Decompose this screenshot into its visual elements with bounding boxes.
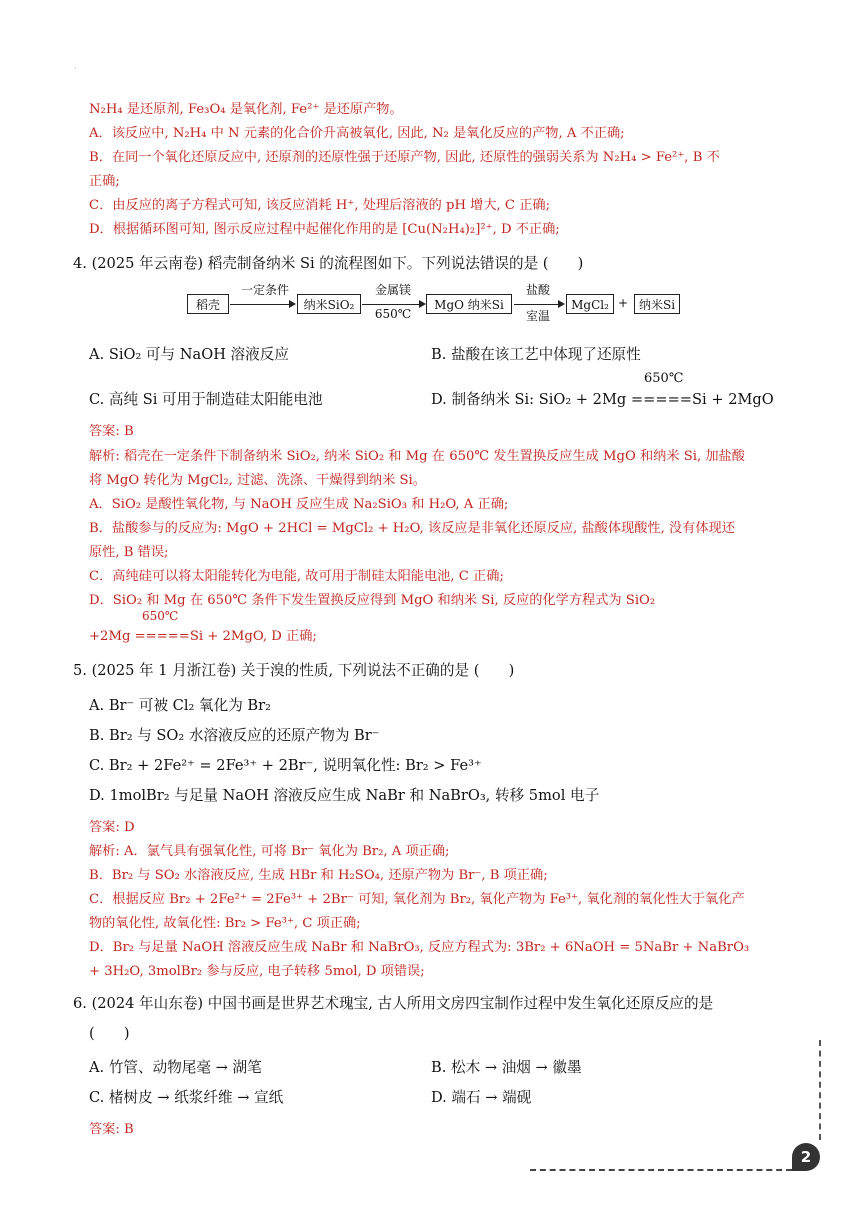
q6-stem-cont: ( ) <box>89 1025 130 1042</box>
q5-analysis-a: 解析: A．氯气具有强氧化性, 可将 Br⁻ 氧化为 Br₂, A 项正确; <box>89 844 450 859</box>
flow-box-nano-si: 纳米Si <box>634 294 680 314</box>
q4-analysis-d: D．SiO₂ 和 Mg 在 650℃ 条件下发生置换反应得到 MgO 和纳米 Si, 反应的化学方程式为 SiO₂ <box>89 593 656 608</box>
q5-option-a: A. Br⁻ 可被 Cl₂ 氧化为 Br₂ <box>89 697 271 714</box>
q4-option-c: C. 高纯 Si 可用于制造硅太阳能电池 <box>89 391 323 408</box>
q5-option-b: B. Br₂ 与 SO₂ 水溶液反应的还原产物为 Br⁻ <box>89 727 380 744</box>
flow-plus: + <box>617 296 629 310</box>
q6-option-a: A. 竹管、动物尾毫 → 湖笔 <box>89 1059 262 1076</box>
q4-analysis-1: 解析: 稻壳在一定条件下制备纳米 SiO₂, 纳米 SiO₂ 和 Mg 在 650℃ 发生置换反应生成 MgO 和纳米 Si, 加盐酸 <box>89 449 745 464</box>
q4-analysis-c: C．高纯硅可以将太阳能转化为电能, 故可用于制硅太阳能电池, C 正确; <box>89 569 504 584</box>
q4-option-a: A. SiO₂ 可与 NaOH 溶液反应 <box>89 346 289 363</box>
q6-option-d: D. 端石 → 端砚 <box>431 1089 532 1106</box>
q5-option-c: C. Br₂ + 2Fe²⁺ = 2Fe³⁺ + 2Br⁻, 说明氧化性: Br₂ > Fe³⁺ <box>89 757 482 774</box>
q4-analysis-b-cont: 原性, B 错误; <box>89 545 169 560</box>
flow-arrow2-top: 金属镁 <box>374 283 411 297</box>
footer-dashed-vertical <box>819 1040 821 1140</box>
q5-stem: 5. (2025 年 1 月浙江卷) 关于溴的性质, 下列说法不正确的是 ( ) <box>73 662 515 679</box>
q5-analysis-b: B．Br₂ 与 SO₂ 水溶液反应, 生成 HBr 和 H₂SO₄, 还原产物为 Br⁻, B 项正确; <box>89 868 548 883</box>
q4-option-d: D. 制备纳米 Si: SiO₂ + 2Mg =====Si + 2MgO <box>431 391 774 408</box>
flow-box-mgo-si: MgO 纳米Si <box>426 294 512 314</box>
q4-stem: 4. (2025 年云南卷) 稻壳制备纳米 Si 的流程图如下。下列说法错误的是 ( ) <box>73 255 584 272</box>
q5-answer: 答案: D <box>89 820 135 835</box>
flow-arrow2-line <box>362 304 420 305</box>
flow-box-mgcl2: MgCl₂ <box>566 294 614 314</box>
corner-mark: · <box>74 64 77 73</box>
page-number: 2 <box>792 1143 820 1171</box>
flow-box-nano-sio2: 纳米SiO₂ <box>297 294 361 314</box>
q5-option-d: D. 1molBr₂ 与足量 NaOH 溶液反应生成 NaBr 和 NaBrO₃, 转移 5mol 电子 <box>89 787 600 804</box>
q6-stem: 6. (2024 年山东卷) 中国书画是世界艺术瑰宝, 古人所用文房四宝制作过程中发生氧化还原反应的是 <box>73 995 714 1012</box>
q3-analysis-a: A．该反应中, N₂H₄ 中 N 元素的化合价升高被氧化, 因此, N₂ 是氧化反应的产物, A 不正确; <box>89 126 625 141</box>
q3-analysis-d: D．根据循环图可知, 图示反应过程中起催化作用的是 [Cu(N₂H₄)₂]²⁺, D 不正确; <box>89 222 560 237</box>
q5-analysis-d: D．Br₂ 与足量 NaOH 溶液反应生成 NaBr 和 NaBrO₃, 反应方程式为: 3Br₂ + 6NaOH = 5NaBr + NaBrO₃ <box>89 940 750 955</box>
footer-dashed-rule <box>530 1169 792 1171</box>
q4-option-d-condition: 650℃ <box>644 371 684 386</box>
q4-analysis-b: B．盐酸参与的反应为: MgO + 2HCl = MgCl₂ + H₂O, 该反应是非氧化还原反应, 盐酸体现酸性, 没有体现还 <box>89 521 735 536</box>
q4-analysis-2: 将 MgO 转化为 MgCl₂, 过滤、洗涤、干燥得到纳米 Si。 <box>89 473 426 488</box>
flow-arrow3-line <box>514 304 559 305</box>
q3-analysis-c: C．由反应的离子方程式可知, 该反应消耗 H⁺, 处理后溶液的 pH 增大, C 正确; <box>89 198 551 213</box>
q3-analysis-b-cont: 正确; <box>89 174 120 189</box>
flow-arrow1-line <box>230 304 290 305</box>
q4-option-b: B. 盐酸在该工艺中体现了还原性 <box>431 346 641 363</box>
q6-option-b: B. 松木 → 油烟 → 徽墨 <box>431 1059 582 1076</box>
q5-analysis-c-cont: 物的氧化性, 故氧化性: Br₂ > Fe³⁺, C 项正确; <box>89 916 361 931</box>
q6-answer: 答案: B <box>89 1122 134 1137</box>
q4-analysis-a: A．SiO₂ 是酸性氧化物, 与 NaOH 反应生成 Na₂SiO₃ 和 H₂O, A 正确; <box>89 497 509 512</box>
flow-arrow1-label: 一定条件 <box>240 283 289 297</box>
q3-analysis-line: N₂H₄ 是还原剂, Fe₃O₄ 是氧化剂, Fe²⁺ 是还原产物。 <box>89 102 403 117</box>
flow-arrow3-top: 盐酸 <box>525 283 550 297</box>
q5-analysis-c: C．根据反应 Br₂ + 2Fe²⁺ = 2Fe³⁺ + 2Br⁻ 可知, 氧化剂为 Br₂, 氧化产物为 Fe³⁺, 氧化剂的氧化性大于氧化产 <box>89 892 745 907</box>
q4-answer: 答案: B <box>89 424 134 439</box>
flow-arrow2-bottom: 650℃ <box>374 307 412 321</box>
flow-arrow1-head <box>289 300 296 308</box>
q4-analysis-d-condition: 650℃ <box>142 609 179 623</box>
q5-analysis-d-cont: + 3H₂O, 3molBr₂ 参与反应, 电子转移 5mol, D 项错误; <box>89 964 425 979</box>
flow-arrow3-bottom: 室温 <box>525 309 550 323</box>
q6-option-c: C. 楮树皮 → 纸浆纤维 → 宣纸 <box>89 1089 284 1106</box>
q3-analysis-b: B．在同一个氧化还原反应中, 还原剂的还原性强于还原产物, 因此, 还原性的强弱关系为 N₂H₄ > Fe²⁺, B 不 <box>89 150 720 165</box>
flow-box-rice-husk: 稻壳 <box>187 294 229 314</box>
q4-analysis-d-cont: +2Mg =====Si + 2MgO, D 正确; <box>89 629 317 644</box>
